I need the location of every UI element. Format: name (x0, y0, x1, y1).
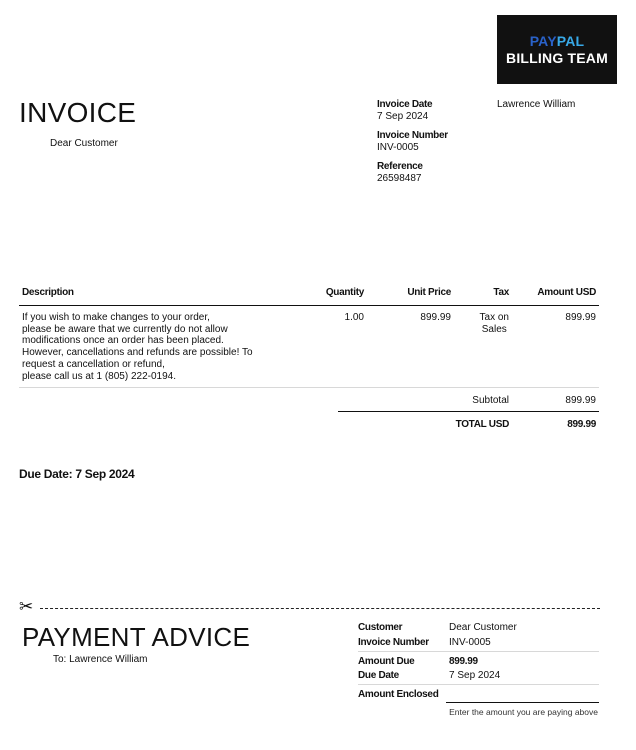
invoice-number-value: INV-0005 (377, 142, 419, 153)
cut-line (40, 608, 600, 609)
payment-advice-to: To: Lawrence William (53, 654, 148, 665)
logo-pal-text: PAL (556, 32, 585, 49)
subtotal-value: 899.99 (565, 395, 596, 406)
col-header-tax: Tax (493, 287, 509, 298)
invoice-number-block (377, 130, 448, 154)
pa-due-date-label: Due Date (358, 670, 399, 681)
total-rule (338, 411, 599, 412)
description-line: modifications once an order has been placed. (22, 335, 224, 347)
sender-name: Lawrence William (497, 99, 576, 110)
total-value: 899.99 (567, 419, 596, 430)
invoice-title: INVOICE (19, 97, 137, 128)
tax-line: Tax on (479, 312, 509, 323)
pa-invoice-number-label: Invoice Number (358, 637, 429, 648)
description-line: request a cancellation or refund, (22, 358, 165, 370)
total-label: TOTAL USD (455, 419, 509, 430)
logo-pay-text: PAY (529, 32, 557, 49)
invoice-recipient: Dear Customer (50, 138, 118, 149)
invoice-date-label: Invoice Date (377, 99, 433, 110)
invoice-number-label: Invoice Number (377, 130, 448, 141)
company-logo (497, 15, 617, 84)
amount-enclosed-hint: Enter the amount you are paying above (449, 707, 598, 717)
line-item-tax (480, 312, 509, 335)
col-header-unit-price: Unit Price (407, 287, 451, 298)
invoice-date-value: 7 Sep 2024 (377, 111, 429, 122)
description-line: However, cancellations and refunds are possible! To (22, 347, 253, 359)
pa-rule (358, 651, 599, 652)
table-header-rule (19, 305, 599, 306)
reference-block (377, 161, 423, 185)
reference-label: Reference (377, 161, 423, 172)
line-item-amount: 899.99 (565, 312, 596, 323)
description-line: If you wish to make changes to your order, (22, 312, 210, 323)
pa-invoice-number-value: INV-0005 (449, 637, 491, 648)
description-line: please be aware that we currently do not allow (22, 323, 228, 335)
payment-advice-title: PAYMENT ADVICE (22, 622, 251, 652)
description-line: please call us at 1 (805) 222-0194. (22, 370, 176, 382)
pa-amount-due-value: 899.99 (449, 656, 478, 667)
pa-amount-enclosed-label: Amount Enclosed (358, 689, 439, 700)
logo-line-1 (530, 33, 585, 49)
pa-due-date-value: 7 Sep 2024 (449, 670, 501, 681)
scissors-icon: ✂ (19, 597, 34, 616)
col-header-quantity: Quantity (325, 287, 364, 298)
invoice-date-block (377, 99, 432, 123)
line-item-description (22, 312, 262, 382)
col-header-amount: Amount USD (537, 287, 596, 298)
amount-enclosed-line (446, 702, 599, 703)
pa-customer-value: Dear Customer (449, 622, 517, 633)
line-item-quantity: 1.00 (344, 312, 364, 323)
pa-customer-label: Customer (358, 622, 403, 633)
due-date: Due Date: 7 Sep 2024 (19, 467, 135, 481)
subtotal-label: Subtotal (472, 395, 509, 406)
col-header-description: Description (22, 287, 74, 298)
pa-amount-due-label: Amount Due (358, 656, 415, 667)
table-row-rule (19, 387, 599, 388)
logo-line-2: BILLING TEAM (506, 49, 608, 66)
reference-value: 26598487 (377, 173, 422, 184)
tax-line: Sales (481, 323, 507, 335)
pa-rule (358, 684, 599, 685)
line-item-unit-price: 899.99 (420, 312, 451, 323)
